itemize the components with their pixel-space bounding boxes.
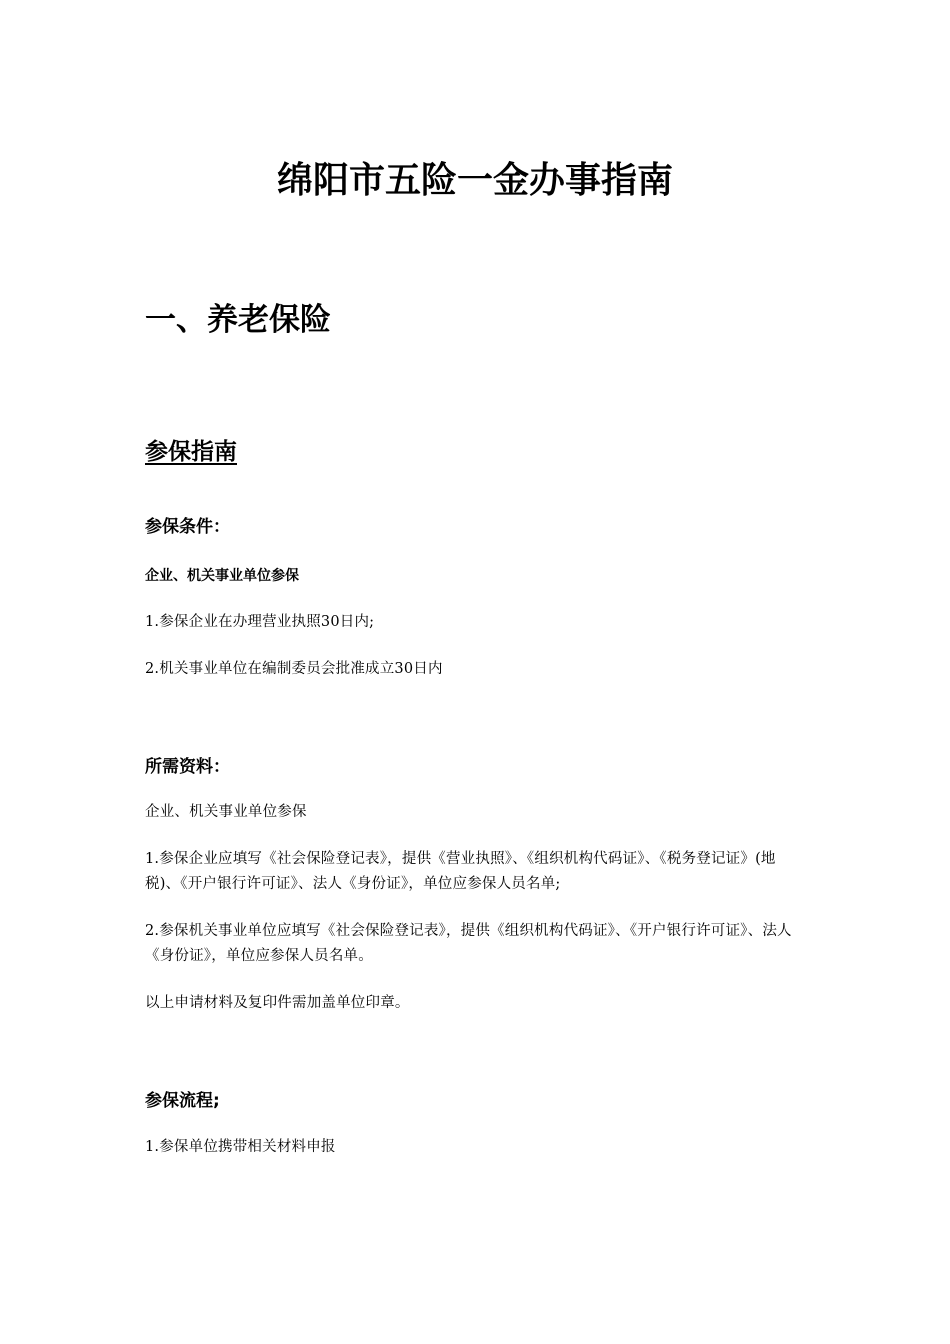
conditions-item-2: 2.机关事业单位在编制委员会批准成立30日内 xyxy=(145,661,443,677)
conditions-item-1: 1.参保企业在办理营业执照30日内; xyxy=(145,614,375,630)
materials-category: 企业、机关事业单位参保 xyxy=(145,804,307,820)
process-item-1: 1.参保单位携带相关材料申报 xyxy=(145,1139,336,1155)
materials-note: 以上申请材料及复印件需加盖单位印章。 xyxy=(145,995,410,1011)
conditions-label: 参保条件： xyxy=(145,517,230,537)
conditions-category: 企业、机关事业单位参保 xyxy=(145,568,299,584)
process-label: 参保流程; xyxy=(145,1091,220,1111)
materials-label: 所需资料： xyxy=(145,757,230,777)
section-heading-pension-insurance: 一、养老保险 xyxy=(145,302,331,338)
materials-item-2: 2.参保机关事业单位应填写《社会保险登记表》，提供《组织机构代码证》、《开户银行许可证》、法人《身份证》，单位应参保人员名单。 xyxy=(145,923,792,964)
document-title: 绵阳市五险一金办事指南 xyxy=(276,160,673,201)
materials-item-1: 1.参保企业应填写《社会保险登记表》，提供《营业执照》、《组织机构代码证》、《税务登记证》(地税)、《开户银行许可证》、法人《身份证》，单位应参保人员名单; xyxy=(145,851,776,892)
subheading-enrollment-guide: 参保指南 xyxy=(145,439,237,465)
